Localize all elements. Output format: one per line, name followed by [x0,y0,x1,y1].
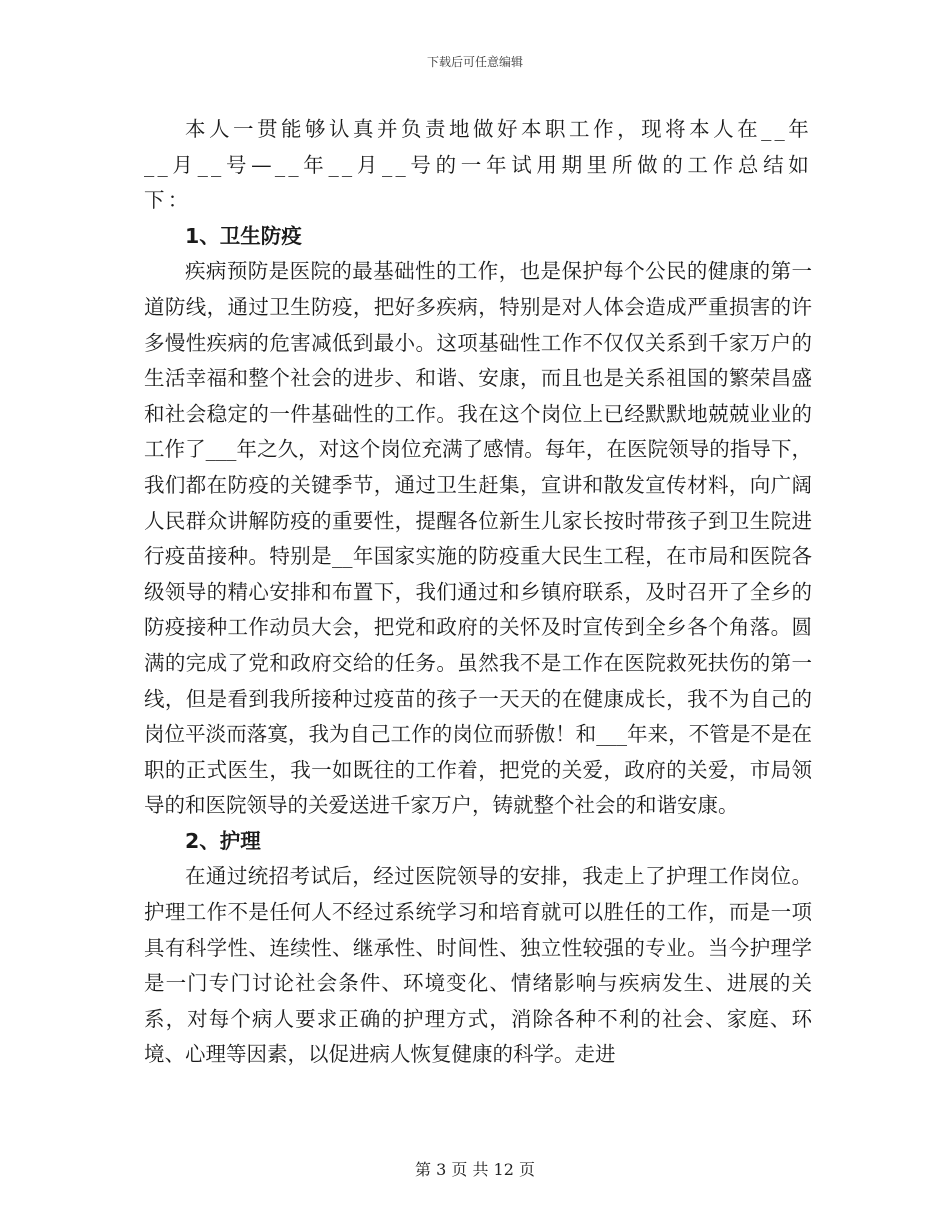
section-paragraph-nursing: 在通过统招考试后，经过医院领导的安排，我走上了护理工作岗位。护理工作不是任何人不经过系统学习和培育就可以胜任的工作，而是一项具有科学性、连续性、继承性、时间性、独立性较强的专业。当今护理学是一门专门讨论社会条件、环境变化、情绪影响与疾病发生、进展的关系，对每个病人要求正确的护理方式，消除各种不利的社会、家庭、环境、心理等因素，以促进病人恢复健康的科学。走进 [144,864,812,1067]
section-heading-nursing: 2、护理 [185,828,261,853]
intro-paragraph: 本人一贯能够认真并负责地做好本职工作，现将本人在__年__月__号—__年__月__号的一年试用期里所做的工作总结如下： [144,117,812,213]
document-body [144,112,812,1073]
section-heading-epidemic-prevention: 1、卫生防疫 [185,223,302,248]
page-header-note: 下载后可任意编辑 [426,55,523,69]
page-number-footer: 第 3 页 共 12 页 [415,1160,535,1179]
section-paragraph-epidemic-prevention: 疾病预防是医院的最基础性的工作，也是保护每个公民的健康的第一道防线，通过卫生防疫，把好多疾病，特别是对人体会造成严重损害的许多慢性疾病的危害减低到最小。这项基础性工作不仅仅关系到千家万户的生活幸福和整个社会的进步、和谐、安康，而且也是关系祖国的繁荣昌盛和社会稳定的一件基础性的工作。我在这个岗位上已经默默地兢兢业业的工作了___年之久，对这个岗位充满了感情。每年，在医院领导的指导下，我们都在防疫的关键季节，通过卫生赶集，宣讲和散发宣传材料，向广阔人民群众讲解防疫的重要性，提醒各位新生儿家长按时带孩子到卫生院进行疫苗接种。特别是__年国家实施的防疫重大民生工程，在市局和医院各级领导的精心安排和布置下，我们通过和乡镇府联系，及时召开了全乡的防疫接种工作动员大会，把党和政府的关怀及时宣传到全乡各个角落。圆满的完成了党和政府交给的任务。虽然我不是工作在医院救死扶伤的第一线，但是看到我所接种过疫苗的孩子一天天的在健康成长，我不为自己的岗位平淡而落寞，我为自己工作的岗位而骄傲！和___年来，不管是不是在职的正式医生，我一如既往的工作着，把党的关爱，政府的关爱，市局领导的和医院领导的关爱送进千家万户，铸就整个社会的和谐安康。 [144,259,812,818]
